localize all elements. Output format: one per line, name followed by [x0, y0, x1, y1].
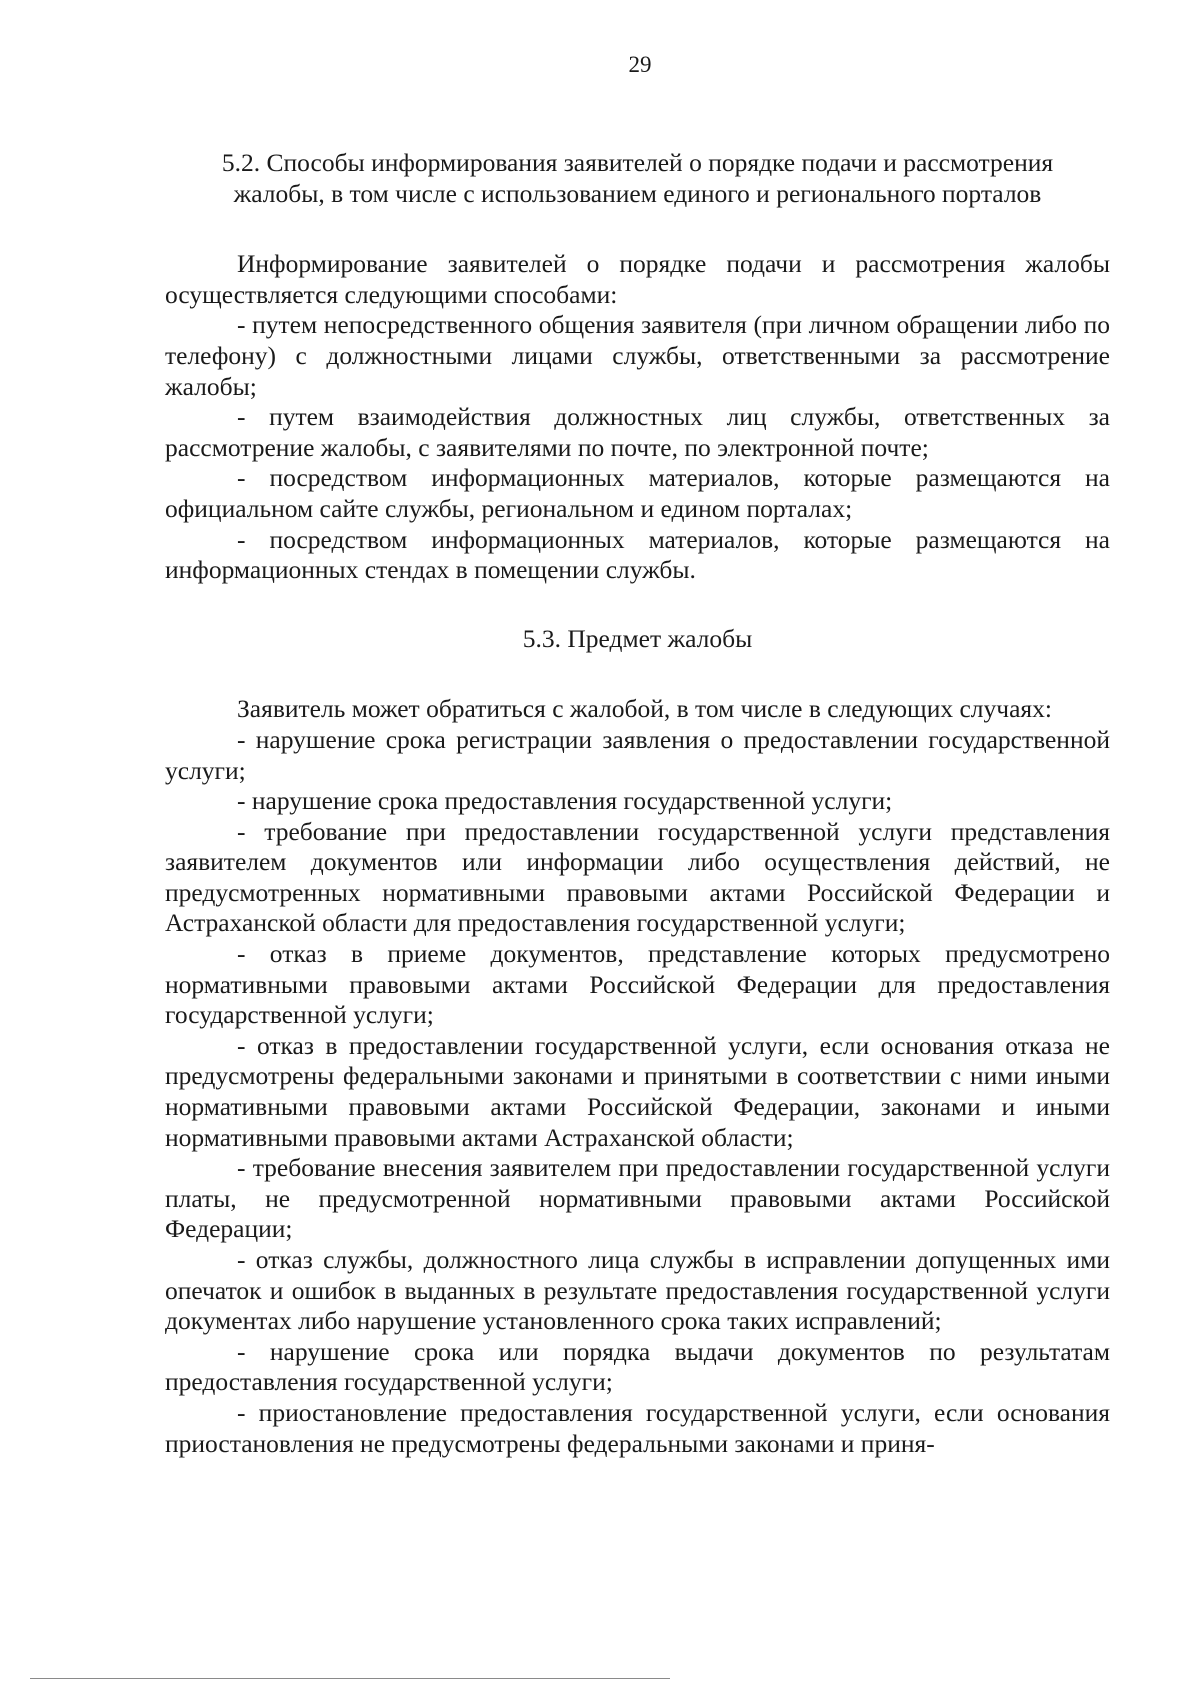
section-5-2-body — [165, 249, 1110, 586]
page-number: 29 — [628, 52, 652, 77]
scan-edge-line — [30, 1678, 670, 1679]
list-item: - путем взаимодействия должностных лиц службы, ответственных за рассмотрение жалобы, с заявителями по почте, по электронной почте; — [165, 402, 1110, 462]
paragraph: Информирование заявителей о порядке подачи и рассмотрения жалобы осуществляется следующими способами: — [165, 249, 1110, 309]
list-item: - приостановление предоставления государственной услуги, если основания приостановления не предусмотрены федеральными законами и приня- — [165, 1397, 1110, 1458]
section-heading-5-2: 5.2. Способы информирования заявителей о порядке подачи и рассмотрения жалобы, в том числе с использованием единого и регионального порталов — [221, 148, 1054, 208]
paragraph: Заявитель может обратиться с жалобой, в том числе в следующих случаях: — [237, 694, 1052, 724]
list-item: - отказ в предоставлении государственной услуги, если основания отказа не предусмотрены федеральными законами и принятыми в соответствии с ними иными нормативными правовыми актами Российской Федерации, законами и иными нормативными правовыми актами Астраханской области; — [165, 1030, 1110, 1152]
section-heading-5-3: 5.3. Предмет жалобы — [522, 623, 753, 653]
list-item: - отказ в приеме документов, представление которых предусмотрено нормативными правовыми актами Российской Федерации для предоставления государственной услуги; — [165, 939, 1110, 1030]
list-item: - нарушение срока регистрации заявления о предоставлении государственной услуги; — [165, 724, 1110, 785]
list-item: - нарушение срока предоставления государственной услуги; — [237, 786, 893, 816]
document-body — [165, 148, 1110, 1459]
list-item: - посредством информационных материалов, которые размещаются на официальном сайте службы, региональном и едином порталах; — [165, 463, 1110, 523]
list-item: - путем непосредственного общения заявителя (при личном обращении либо по телефону) с должностными лицами службы, ответственными за рассмотрение жалобы; — [165, 310, 1110, 401]
section-5-3-body — [165, 694, 1110, 1459]
list-item: - отказ службы, должностного лица службы в исправлении допущенных ими опечаток и ошибок в выданных в результате предоставления государственной услуги документах либо нарушение установленного срока таких исправлений; — [165, 1245, 1110, 1336]
list-item: - требование внесения заявителем при предоставлении государственной услуги платы, не предусмотренной нормативными правовыми актами Российской Федерации; — [165, 1153, 1110, 1244]
list-item: - требование при предоставлении государственной услуги представления заявителем документов или информации либо осуществления действий, не предусмотренных нормативными правовыми актами Российской Федерации и Астраханской области для предоставления государственной услуги; — [165, 816, 1110, 938]
list-item: - посредством информационных материалов, которые размещаются на информационных стендах в помещении службы. — [165, 524, 1110, 585]
list-item: - нарушение срока или порядка выдачи документов по результатам предоставления государственной услуги; — [165, 1336, 1110, 1397]
